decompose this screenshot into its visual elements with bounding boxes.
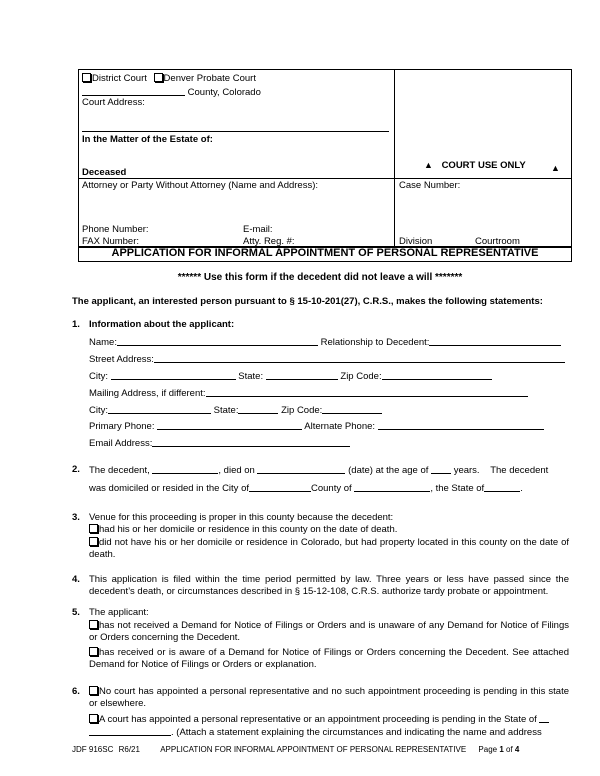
period-text: . <box>520 483 523 494</box>
city-of-text: was domiciled or resided in the City of <box>89 483 249 494</box>
appointment-option-2 <box>89 713 549 725</box>
email-address-field[interactable] <box>152 437 350 447</box>
name-label: Name: <box>89 337 117 348</box>
age-text: (date) at the age of <box>348 465 429 476</box>
up-arrow-icon: ▲ <box>551 163 560 173</box>
alternate-phone-field[interactable] <box>378 420 544 430</box>
primary-phone-field[interactable] <box>157 420 302 430</box>
appointment-option-1-text: No court has appointed a personal representative and no such appointment proceeding is pending in this state or elsewhere. <box>89 686 569 709</box>
page-title: APPLICATION FOR INFORMAL APPOINTMENT OF PERSONAL REPRESENTATIVE <box>111 247 539 259</box>
section-number: 5. <box>72 607 80 618</box>
no-demand-checkbox[interactable] <box>89 620 98 629</box>
zip2-field[interactable] <box>322 404 382 414</box>
demand-option-2 <box>89 647 569 671</box>
county-field[interactable] <box>82 86 185 96</box>
venue-option-1-text: had his or her domicile or residence in this county on the date of death. <box>99 524 398 535</box>
age-field[interactable] <box>431 464 451 474</box>
domicile-state-field[interactable] <box>484 482 520 492</box>
demand-option-2-text: has received or is aware of a Demand for Notice of Filings or Orders concerning the Decedent. See attached Demand for Notice of Filings or Orders or explanation. <box>89 647 569 670</box>
no-appointment-checkbox[interactable] <box>89 686 98 695</box>
city2-label: City: <box>89 405 108 416</box>
decedent-row <box>89 464 548 476</box>
footer-title: APPLICATION FOR INFORMAL APPOINTMENT OF PERSONAL REPRESENTATIVE <box>160 745 467 754</box>
appointment-option-2-text-2: . (Attach a statement explaining the circumstances and indicating the name and address <box>171 727 542 738</box>
venue-option-2-text: did not have his or her domicile or residence in Colorado, but had property located in this county on the date of death. <box>89 537 569 560</box>
zip2-label: Zip Code: <box>281 405 323 416</box>
up-arrow-icon: ▲ <box>424 160 433 170</box>
caption-divider <box>394 69 395 247</box>
intro: The applicant, an interested person pursuant to § 15-10-201(27), C.R.S., makes the following statements: <box>72 296 543 307</box>
alternate-phone-label: Alternate Phone: <box>304 421 376 432</box>
case-number-label: Case Number: <box>399 180 461 191</box>
email-address-label: Email Address: <box>89 438 153 449</box>
denver-probate-label: Denver Probate Court <box>163 73 256 84</box>
phone-label: Phone Number: <box>82 224 149 235</box>
section-number: 2. <box>72 464 80 475</box>
demand-option-1 <box>89 620 569 644</box>
courtroom-label: Courtroom <box>475 236 520 247</box>
court-use-only-label: COURT USE ONLY <box>441 160 526 171</box>
death-date-field[interactable] <box>257 464 345 474</box>
name-field[interactable] <box>117 336 318 346</box>
street-label: Street Address: <box>89 354 154 365</box>
decedent-text: The decedent, <box>89 465 150 476</box>
venue-option-2 <box>89 537 569 561</box>
venue-option-1 <box>89 524 569 536</box>
deceased-label: Deceased <box>82 167 127 178</box>
atty-reg-label: Atty. Reg. #: <box>243 236 295 247</box>
state2-field[interactable] <box>238 404 278 414</box>
estate-of-label: In the Matter of the Estate of: <box>82 134 213 145</box>
venue-domicile-checkbox[interactable] <box>89 524 98 533</box>
mailing-label: Mailing Address, if different: <box>89 388 206 399</box>
zip-label: Zip Code: <box>340 371 382 382</box>
city-label: City: <box>89 371 108 382</box>
city2-field[interactable] <box>108 404 211 414</box>
county-label: County, Colorado <box>187 87 261 98</box>
street-field[interactable] <box>154 353 565 363</box>
decedent-text-2: The decedent <box>490 465 549 476</box>
zip-field[interactable] <box>382 370 492 380</box>
email-label: E-mail: <box>243 224 273 235</box>
denver-probate-checkbox[interactable] <box>154 73 163 82</box>
district-court-label: District Court <box>92 73 147 84</box>
fax-label: FAX Number: <box>82 236 140 247</box>
email-row <box>89 437 350 449</box>
footer <box>72 745 519 754</box>
of-word: of <box>506 745 513 754</box>
appointment-state-field[interactable] <box>539 713 549 723</box>
caption-row-line <box>78 178 571 179</box>
domicile-county-field[interactable] <box>354 482 430 492</box>
venue-property-checkbox[interactable] <box>89 537 98 546</box>
venue-text: Venue for this proceeding is proper in this county because the decedent: <box>89 512 394 523</box>
form-revision: R6/21 <box>118 745 140 754</box>
section-number: 1. <box>72 319 80 330</box>
county-of-text: County of <box>311 483 352 494</box>
section-number: 4. <box>72 574 80 585</box>
state-field[interactable] <box>266 370 338 380</box>
section-number: 6. <box>72 686 80 697</box>
attorney-label: Attorney or Party Without Attorney (Name and Address): <box>82 180 319 191</box>
demand-option-1-text: has not received a Demand for Notice of Filings or Orders and is unaware of any Demand for Notice of Filings or Orders concerning the Decedent. <box>89 620 569 643</box>
demand-received-checkbox[interactable] <box>89 647 98 656</box>
court-use-only-row <box>424 160 526 171</box>
street-row <box>89 353 565 365</box>
city-row <box>89 370 492 382</box>
appointment-state-field-2[interactable] <box>89 726 171 736</box>
state2-label: State: <box>213 405 239 416</box>
mailing-field[interactable] <box>206 387 528 397</box>
died-on-text: , died on <box>218 465 255 476</box>
page-total: 4 <box>514 745 520 754</box>
domicile-row <box>89 482 523 494</box>
mailing-row <box>89 387 528 399</box>
page-number: 1 <box>499 745 504 754</box>
timing-text: This application is filed within the time period permitted by law. Three years or less have passed since the decedent’s death, or circumstances described in § 15-12-108, C.R.S. authorize tardy probate or appointment. <box>89 574 569 597</box>
appointment-option-1 <box>89 686 569 710</box>
page-word: Page <box>478 745 498 754</box>
state-label: State: <box>238 371 264 382</box>
relationship-field[interactable] <box>429 336 561 346</box>
appointment-pending-checkbox[interactable] <box>89 714 98 723</box>
applicant-text: The applicant: <box>89 607 149 618</box>
domicile-city-field[interactable] <box>249 482 311 492</box>
court-type-row <box>82 73 256 84</box>
state-of-text: , the State of <box>430 483 485 494</box>
name-row <box>89 336 561 348</box>
primary-phone-label: Primary Phone: <box>89 421 155 432</box>
district-court-checkbox[interactable] <box>82 73 91 82</box>
city-field[interactable] <box>111 370 236 380</box>
phone-row <box>89 420 544 432</box>
form-id: JDF 916SC <box>72 745 114 754</box>
relationship-label: Relationship to Decedent: <box>320 337 430 348</box>
section1-heading: Information about the applicant: <box>89 319 235 330</box>
court-address-label: Court Address: <box>82 97 145 108</box>
years-text: years. <box>453 465 480 476</box>
appointment-option-2-text: A court has appointed a personal representative or an appointment proceeding is pending in the State of <box>99 714 537 725</box>
decedent-name-field[interactable] <box>152 464 218 474</box>
city2-row <box>89 404 382 416</box>
division-label: Division <box>399 236 433 247</box>
appointment-option-2-cont <box>89 726 542 738</box>
court-address-line[interactable] <box>82 131 389 132</box>
section-number: 3. <box>72 512 80 523</box>
notice: ****** Use this form if the decedent did not leave a will ******* <box>177 272 463 283</box>
